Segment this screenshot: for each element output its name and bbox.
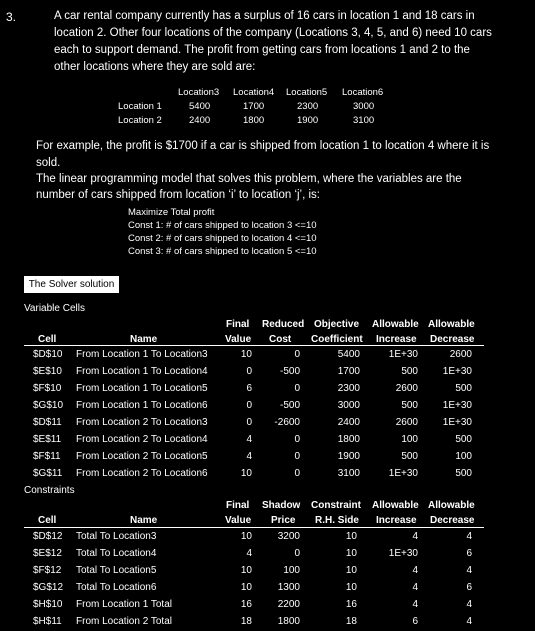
vc-cell: 1E+30 bbox=[442, 366, 472, 377]
ct-cell: 4 bbox=[246, 548, 252, 559]
vc-header-rule bbox=[24, 345, 484, 346]
vc-cell: 2300 bbox=[337, 383, 360, 394]
ct-cell: 4 bbox=[412, 565, 418, 576]
vc-cell: 500 bbox=[455, 434, 472, 445]
vc-cell: 2400 bbox=[337, 417, 360, 428]
ct-cell: 16 bbox=[240, 599, 252, 610]
vc-cell: 100 bbox=[401, 434, 418, 445]
vc-header: Name bbox=[130, 334, 158, 345]
vc-cell: $F$10 bbox=[33, 383, 62, 394]
ct-cell: Total To Location4 bbox=[76, 548, 157, 559]
profit-cell: 5400 bbox=[189, 101, 211, 112]
ct-cell: Total To Location3 bbox=[76, 531, 157, 542]
ct-cell: $F$12 bbox=[33, 565, 62, 576]
ct-cell: 10 bbox=[345, 531, 357, 542]
vc-header: Increase bbox=[376, 334, 417, 345]
ct-cell: 10 bbox=[240, 582, 252, 593]
vc-cell: $D$10 bbox=[33, 349, 63, 360]
problem-number: 3. bbox=[6, 10, 17, 24]
vc-cell: 0 bbox=[294, 383, 300, 394]
ct-cell: 4 bbox=[412, 582, 418, 593]
profit-col-header: Location6 bbox=[342, 87, 384, 98]
vc-cell: 500 bbox=[455, 468, 472, 479]
ct-cell: Total To Location6 bbox=[76, 582, 157, 593]
vc-cell: $E$10 bbox=[33, 366, 62, 377]
profit-cell: 2400 bbox=[189, 115, 211, 126]
ct-header: R.H. Side bbox=[315, 515, 359, 526]
ct-cell: 4 bbox=[412, 599, 418, 610]
vc-cell: From Location 1 To Location4 bbox=[76, 366, 208, 377]
vc-cell: $D$11 bbox=[33, 417, 62, 428]
vc-header: Reduced bbox=[262, 319, 305, 330]
ct-header: Cell bbox=[38, 515, 57, 526]
vc-cell: 1900 bbox=[337, 451, 360, 462]
vc-cell: From Location 1 To Location3 bbox=[76, 349, 208, 360]
vc-cell: 4 bbox=[246, 451, 252, 462]
ct-cell: 4 bbox=[466, 531, 472, 542]
profit-cell: 1700 bbox=[243, 101, 265, 112]
vc-cell: 1E+30 bbox=[388, 468, 418, 479]
vc-cell: $F$11 bbox=[33, 451, 61, 462]
ct-cell: 4 bbox=[466, 599, 472, 610]
profit-cell: 3000 bbox=[353, 101, 375, 112]
vc-header: Allowable bbox=[428, 319, 475, 330]
vc-cell: 1E+30 bbox=[442, 400, 472, 411]
ct-cell: $H$11 bbox=[33, 616, 62, 627]
ct-cell: 2200 bbox=[277, 599, 300, 610]
profit-col-header: Location5 bbox=[286, 87, 328, 98]
ct-header: Allowable bbox=[372, 500, 419, 511]
problem-line-3: each to support demand. The profit from getting cars from locations 1 and 2 to the bbox=[54, 44, 470, 56]
ct-cell: 1300 bbox=[277, 582, 300, 593]
vc-cell: $G$11 bbox=[33, 468, 63, 479]
ct-cell: 18 bbox=[240, 616, 252, 627]
ct-header: Shadow bbox=[262, 500, 301, 511]
vc-cell: 0 bbox=[294, 349, 300, 360]
problem-line-1: A car rental company currently has a surplus of 16 cars in location 1 and 18 cars in bbox=[54, 10, 475, 22]
ct-cell: 6 bbox=[466, 582, 472, 593]
ct-cell: 10 bbox=[345, 548, 357, 559]
ct-cell: $D$12 bbox=[33, 531, 63, 542]
vc-cell: $E$11 bbox=[33, 434, 62, 445]
ct-cell: 16 bbox=[345, 599, 357, 610]
ct-cell: 3200 bbox=[277, 531, 300, 542]
vc-cell: From Location 1 To Location6 bbox=[76, 400, 208, 411]
ct-header: Increase bbox=[376, 515, 417, 526]
variable-cells-title: Variable Cells bbox=[24, 303, 85, 314]
ct-header: Final bbox=[226, 500, 250, 511]
problem-line-4: other locations where they are sold are: bbox=[54, 61, 256, 73]
example-line-1: For example, the profit is $1700 if a car is shipped from location 1 to location 4 where it is bbox=[36, 140, 490, 152]
ct-cell: 10 bbox=[240, 531, 252, 542]
vc-cell: 10 bbox=[240, 349, 252, 360]
ct-cell: 1E+30 bbox=[388, 548, 418, 559]
vc-cell: 1E+30 bbox=[442, 417, 472, 428]
vc-cell: From Location 2 To Location6 bbox=[76, 468, 208, 479]
ct-header: Value bbox=[225, 515, 252, 526]
vc-header: Value bbox=[225, 334, 252, 345]
solver-solution-label: The Solver solution bbox=[24, 276, 119, 293]
profit-row-label: Location 2 bbox=[118, 115, 162, 126]
profit-row-label: Location 1 bbox=[118, 101, 162, 112]
vc-header: Cost bbox=[269, 334, 292, 345]
vc-cell: 0 bbox=[246, 417, 252, 428]
ct-cell: 10 bbox=[240, 565, 252, 576]
vc-cell: 500 bbox=[455, 383, 472, 394]
ct-cell: From Location 1 Total bbox=[76, 599, 172, 610]
vc-cell: 2600 bbox=[395, 417, 418, 428]
vc-header: Decrease bbox=[430, 334, 475, 345]
ct-header: Decrease bbox=[430, 515, 475, 526]
problem-line-2: location 2. Other four locations of the company (Locations 3, 4, 5, and 6) need 10 cars bbox=[54, 27, 492, 39]
profit-col-header: Location4 bbox=[233, 87, 275, 98]
vc-cell: 0 bbox=[294, 434, 300, 445]
profit-cell: 1800 bbox=[243, 115, 265, 126]
example-line-3: The linear programming model that solves this problem, where the variables are the bbox=[36, 173, 462, 185]
ct-header: Name bbox=[130, 515, 158, 526]
ct-cell: 10 bbox=[345, 565, 357, 576]
vc-cell: -500 bbox=[279, 366, 300, 377]
vc-header: Final bbox=[226, 319, 250, 330]
ct-header: Allowable bbox=[428, 500, 475, 511]
vc-cell: -500 bbox=[279, 400, 300, 411]
model-constraint: Const 1: # of cars shipped to location 3 <=10 bbox=[128, 220, 317, 231]
vc-cell: 0 bbox=[294, 451, 300, 462]
vc-cell: 3100 bbox=[337, 468, 360, 479]
vc-cell: 4 bbox=[246, 434, 252, 445]
ct-cell: $G$12 bbox=[33, 582, 64, 593]
vc-cell: From Location 1 To Location5 bbox=[76, 383, 208, 394]
vc-header: Cell bbox=[38, 334, 57, 345]
model-objective: Maximize Total profit bbox=[128, 207, 215, 218]
vc-cell: 500 bbox=[401, 400, 418, 411]
ct-header: Constraint bbox=[311, 500, 361, 511]
vc-cell: 0 bbox=[246, 400, 252, 411]
ct-cell: 6 bbox=[412, 616, 418, 627]
profit-cell: 1900 bbox=[297, 115, 319, 126]
vc-cell: 1700 bbox=[337, 366, 360, 377]
vc-cell: 2600 bbox=[449, 349, 472, 360]
constraints-title: Constraints bbox=[24, 485, 75, 496]
vc-header: Objective bbox=[314, 319, 360, 330]
vc-cell: 2600 bbox=[395, 383, 418, 394]
vc-header: Coefficient bbox=[311, 334, 363, 345]
profit-col-header: Location3 bbox=[178, 87, 220, 98]
vc-cell: From Location 2 To Location3 bbox=[76, 417, 208, 428]
ct-cell: 4 bbox=[412, 531, 418, 542]
vc-cell: 1E+30 bbox=[388, 349, 418, 360]
profit-cell: 3100 bbox=[353, 115, 375, 126]
ct-cell: 6 bbox=[466, 548, 472, 559]
model-constraint: Const 2: # of cars shipped to location 4 <=10 bbox=[128, 233, 317, 244]
vc-cell: 5400 bbox=[337, 349, 360, 360]
ct-cell: 18 bbox=[345, 616, 357, 627]
vc-cell: 3000 bbox=[337, 400, 360, 411]
lp-model bbox=[120, 207, 370, 255]
vc-cell: 0 bbox=[246, 366, 252, 377]
vc-cell: 6 bbox=[246, 383, 252, 394]
ct-cell: 4 bbox=[466, 565, 472, 576]
vc-cell: 10 bbox=[240, 468, 252, 479]
vc-cell: 100 bbox=[455, 451, 472, 462]
example-line-4: number of cars shipped from location ‘i’ to location ‘j’, is: bbox=[36, 189, 321, 201]
vc-cell: $G$10 bbox=[33, 400, 64, 411]
vc-cell: 500 bbox=[401, 366, 418, 377]
model-constraint: Const 3: # of cars shipped to location 5 <=10 bbox=[128, 246, 317, 255]
vc-header: Allowable bbox=[372, 319, 419, 330]
ct-cell: $E$12 bbox=[33, 548, 62, 559]
ct-header: Price bbox=[271, 515, 296, 526]
example-line-2: sold. bbox=[36, 157, 61, 169]
profit-cell: 2300 bbox=[297, 101, 319, 112]
vc-cell: From Location 2 To Location4 bbox=[76, 434, 208, 445]
ct-header-rule bbox=[24, 527, 484, 528]
ct-cell: 100 bbox=[283, 565, 300, 576]
vc-cell: 0 bbox=[294, 468, 300, 479]
vc-cell: From Location 2 To Location5 bbox=[76, 451, 208, 462]
ct-cell: $H$10 bbox=[33, 599, 63, 610]
ct-cell: 1800 bbox=[277, 616, 300, 627]
ct-cell: 0 bbox=[294, 548, 300, 559]
ct-cell: 10 bbox=[345, 582, 357, 593]
ct-cell: 4 bbox=[466, 616, 472, 627]
ct-cell: From Location 2 Total bbox=[76, 616, 172, 627]
vc-cell: -2600 bbox=[274, 417, 300, 428]
ct-cell: Total To Location5 bbox=[76, 565, 157, 576]
vc-cell: 1800 bbox=[337, 434, 360, 445]
vc-cell: 500 bbox=[401, 451, 418, 462]
